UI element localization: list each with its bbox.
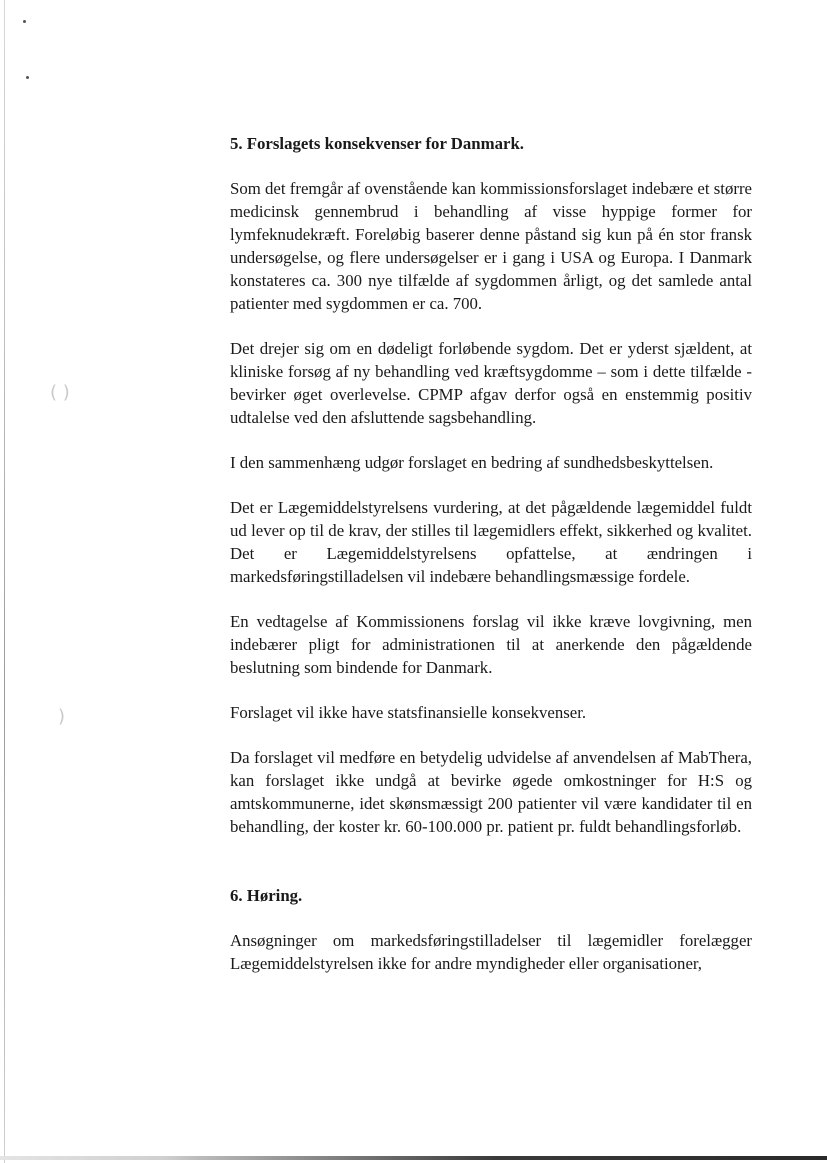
- section-heading-5: 5. Forslagets konsekvenser for Danmark.: [230, 134, 524, 153]
- paragraph: Som det fremgår af ovenstående kan kommissionsforslaget indebære et større medicinsk gennembrud i behandling af visse hyppige former for lymfeknudekræft. Foreløbig baserer denne påstand sig kun på én stor fransk undersøgelse, og flere undersøgelser er i gang i USA og Europa. I Danmark konstateres ca. 300 nye tilfælde af sygdommen årligt, og det samlede antal patienter med sygdommen er ca. 700.: [230, 179, 752, 313]
- scan-speck: [23, 20, 26, 23]
- paragraph: Det er Lægemiddelstyrelsens vurdering, at det pågældende lægemiddel fuldt ud lever op til de krav, der stilles til lægemidlers effekt, sikkerhed og kvalitet. Det er Lægemiddelstyrelsens opfattelse, at ændringen i markedsføringstilladelsen vil indebære behandlingsmæssige fordele.: [230, 498, 752, 586]
- paragraph: Ansøgninger om markedsføringstilladelser til lægemidler forelægger Lægemiddelstyrelsen ikke for andre myndigheder eller organisationer,: [230, 931, 752, 973]
- paragraph: En vedtagelse af Kommissionens forslag vil ikke kræve lovgivning, men indebærer pligt for administrationen til at anerkende den pågældende beslutning som bindende for Danmark.: [230, 612, 752, 677]
- punch-hole-mark: ( ): [50, 382, 70, 403]
- section-heading-6: 6. Høring.: [230, 886, 303, 905]
- paragraph: Forslaget vil ikke have statsfinansielle konsekvenser.: [230, 703, 587, 722]
- scan-speck: [26, 76, 29, 79]
- paragraph: Det drejer sig om en dødeligt forløbende sygdom. Det er yderst sjældent, at kliniske forsøg af ny behandling ved kræftsygdomme – som i dette tilfælde - bevirker øget overlevelse. CPMP afgav derfor også en enstemmig positiv udtalelse ved den afsluttende sagsbehandling.: [230, 339, 752, 427]
- document-body: [230, 128, 752, 975]
- punch-hole-mark: ): [58, 706, 66, 727]
- page-bottom-edge: [0, 1156, 827, 1160]
- paragraph: I den sammenhæng udgør forslaget en bedring af sundhedsbeskyttelsen.: [230, 453, 714, 472]
- scan-edge-left: [4, 0, 5, 1163]
- paragraph: Da forslaget vil medføre en betydelig udvidelse af anvendelsen af MabThera, kan forslaget ikke undgå at bevirke øgede omkostninger for H:S og amtskommunerne, idet skønsmæssigt 200 patienter vil være kandidater til en behandling, der koster kr. 60-100.000 pr. patient pr. fuldt behandlingsforløb.: [230, 748, 752, 836]
